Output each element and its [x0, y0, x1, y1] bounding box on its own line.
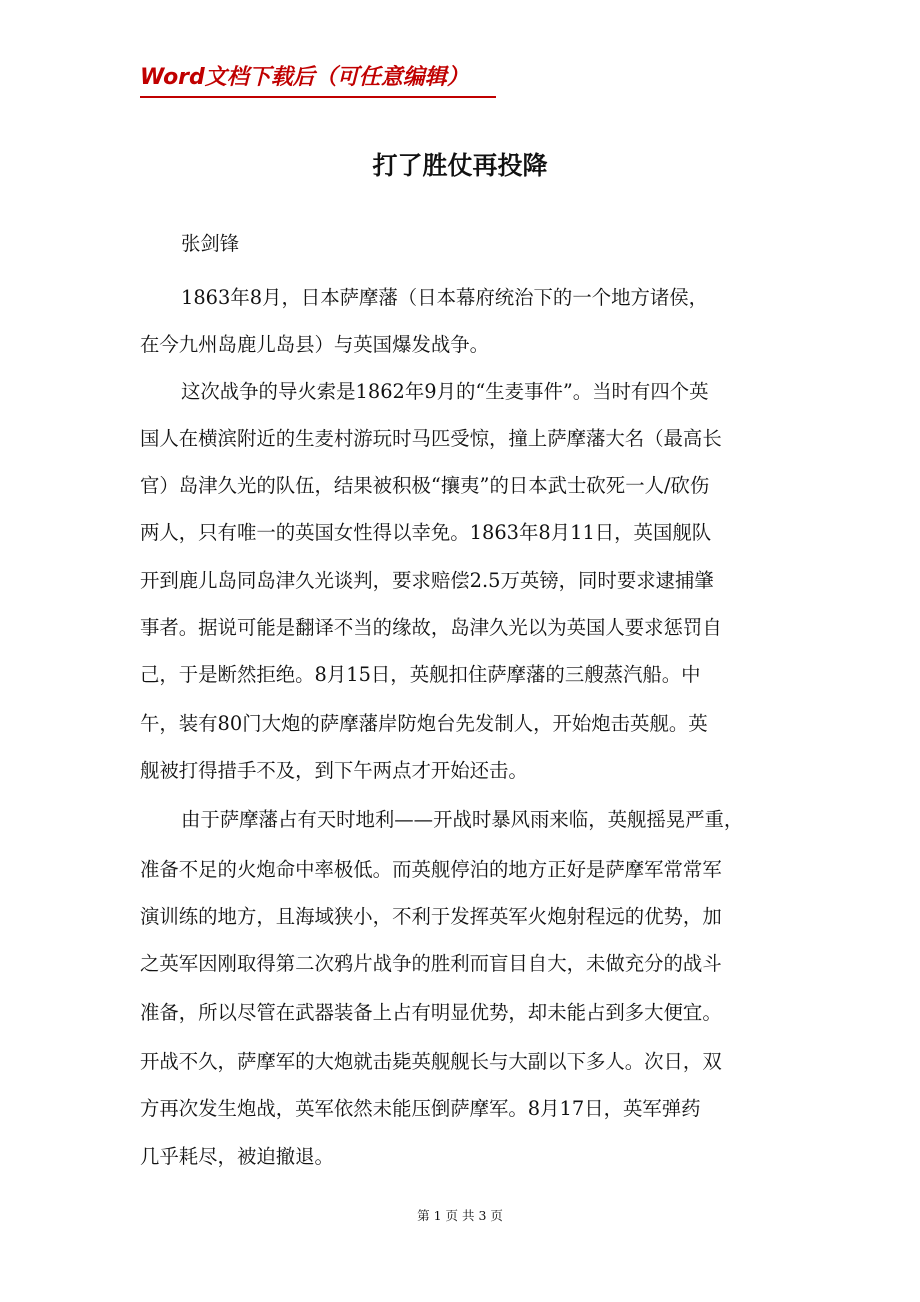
body-line: 事者。据说可能是翻译不当的缘故，岛津久光以为英国人要求惩罚自 — [140, 616, 722, 639]
body-line: 两人，只有唯一的英国女性得以幸免。1863年8月11日，英国舰队 — [140, 521, 712, 544]
body-line: 演训练的地方，且海域狭小，不利于发挥英军火炮射程远的优势，加 — [140, 905, 722, 928]
body-line: 之英军因刚取得第二次鸦片战争的胜利而盲目自大，未做充分的战斗 — [140, 952, 722, 975]
page-number: 第 1 页 共 3 页 — [417, 1208, 503, 1223]
body-line: 1863年8月，日本萨摩藩（日本幕府统治下的一个地方诸侯， — [181, 286, 709, 309]
body-line: 午，装有80门大炮的萨摩藩岸防炮台先发制人，开始炮击英舰。英 — [140, 712, 708, 735]
download-banner: Word文档下载后（可任意编辑） — [140, 62, 496, 98]
body-line: 开战不久，萨摩军的大炮就击毙英舰舰长与大副以下多人。次日，双 — [140, 1050, 722, 1073]
author-line: 张剑锋 — [181, 232, 240, 255]
body-line: 国人在横滨附近的生麦村游玩时马匹受惊，撞上萨摩藩大名（最高长 — [140, 427, 722, 450]
body-line: 几乎耗尽，被迫撤退。 — [140, 1145, 334, 1168]
body-line: 准备，所以尽管在武器装备上占有明显优势，却未能占到多大便宜。 — [140, 1001, 722, 1024]
page-title: 打了胜仗再投降 — [372, 151, 548, 180]
body-line: 方再次发生炮战，英军依然未能压倒萨摩军。8月17日，英军弹药 — [140, 1097, 701, 1120]
body-line: 开到鹿儿岛同岛津久光谈判，要求赔偿2.5万英镑，同时要求逮捕肇 — [140, 569, 714, 592]
body-line: 准备不足的火炮命中率极低。而英舰停泊的地方正好是萨摩军常常军 — [140, 858, 722, 881]
body-line: 舰被打得措手不及，到下午两点才开始还击。 — [140, 759, 528, 782]
body-line: 在今九州岛鹿儿岛县）与英国爆发战争。 — [140, 333, 490, 356]
body-line: 这次战争的导火索是1862年9月的“生麦事件”。当时有四个英 — [181, 380, 709, 403]
body-line: 官）岛津久光的队伍，结果被积极“攘夷”的日本武士砍死一人/砍伤 — [140, 474, 710, 497]
body-line: 己，于是断然拒绝。8月15日，英舰扣住萨摩藩的三艘蒸汽船。中 — [140, 663, 701, 686]
body-line: 由于萨摩藩占有天时地利——开战时暴风雨来临，英舰摇晃严重， — [181, 808, 744, 831]
